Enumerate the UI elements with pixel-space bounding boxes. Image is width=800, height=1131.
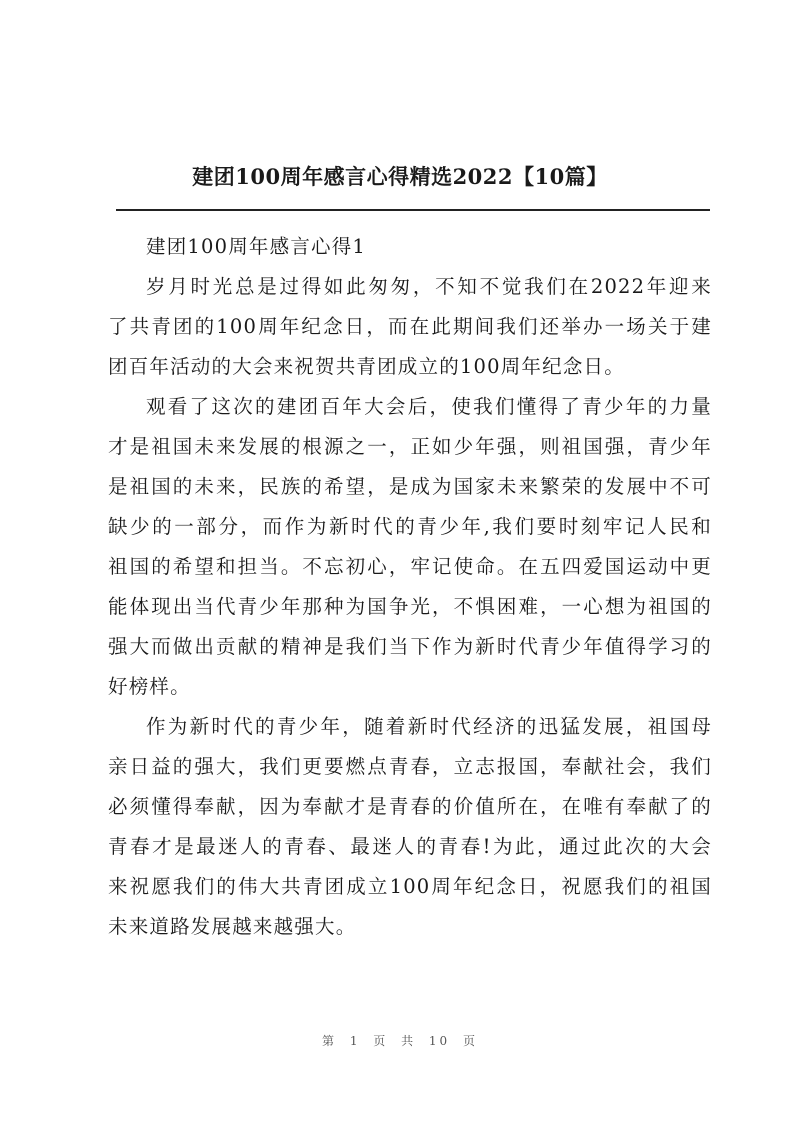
paragraph-line: 缺少的一部分，而作为新时代的青少年,我们要时刻牢记人民和: [108, 515, 712, 538]
paragraph-3: [108, 707, 712, 947]
paragraph-line: 了共青团的100周年纪念日，而在此期间我们还举办一场关于建: [108, 315, 712, 338]
paragraph-line: 团百年活动的大会来祝贺共青团成立的100周年纪念日。: [108, 355, 625, 378]
paragraph-line: 观看了这次的建团百年大会后，使我们懂得了青少年的力量: [146, 395, 712, 418]
paragraph-line: 祖国的希望和担当。不忘初心，牢记使命。在五四爱国运动中更: [108, 555, 712, 578]
paragraph-line: 才是祖国未来发展的根源之一，正如少年强，则祖国强，青少年: [108, 435, 712, 458]
paragraph-line: 青春才是最迷人的青春、最迷人的青春!为此，通过此次的大会: [108, 835, 712, 858]
paragraph-2: [108, 387, 712, 707]
section-heading: 建团100周年感言心得1: [146, 235, 367, 258]
paragraph-line: 能体现出当代青少年那种为国争光，不惧困难，一心想为祖国的: [108, 595, 712, 618]
document-body: [108, 227, 712, 947]
paragraph-1: [108, 267, 712, 387]
paragraph-line: 未来道路发展越来越强大。: [108, 915, 357, 938]
paragraph-line: 来祝愿我们的伟大共青团成立100周年纪念日，祝愿我们的祖国: [108, 875, 712, 898]
paragraph-line: 好榜样。: [108, 675, 191, 698]
paragraph-line: 必须懂得奉献，因为奉献才是青春的价值所在，在唯有奉献了的: [108, 795, 712, 818]
paragraph-line: 岁月时光总是过得如此匆匆，不知不觉我们在2022年迎来: [146, 275, 712, 298]
paragraph-line: 是祖国的未来，民族的希望，是成为国家未来繁荣的发展中不可: [108, 475, 712, 498]
document-title: 建团100周年感言心得精选2022【10篇】: [192, 164, 608, 189]
page-number-footer: 第 1 页 共 10 页: [322, 1034, 478, 1048]
title-divider: [116, 209, 710, 211]
paragraph-line: 亲日益的强大，我们更要燃点青春，立志报国，奉献社会，我们: [108, 755, 712, 778]
paragraph-line: 作为新时代的青少年，随着新时代经济的迅猛发展，祖国母: [146, 715, 712, 738]
paragraph-line: 强大而做出贡献的精神是我们当下作为新时代青少年值得学习的: [108, 635, 712, 658]
